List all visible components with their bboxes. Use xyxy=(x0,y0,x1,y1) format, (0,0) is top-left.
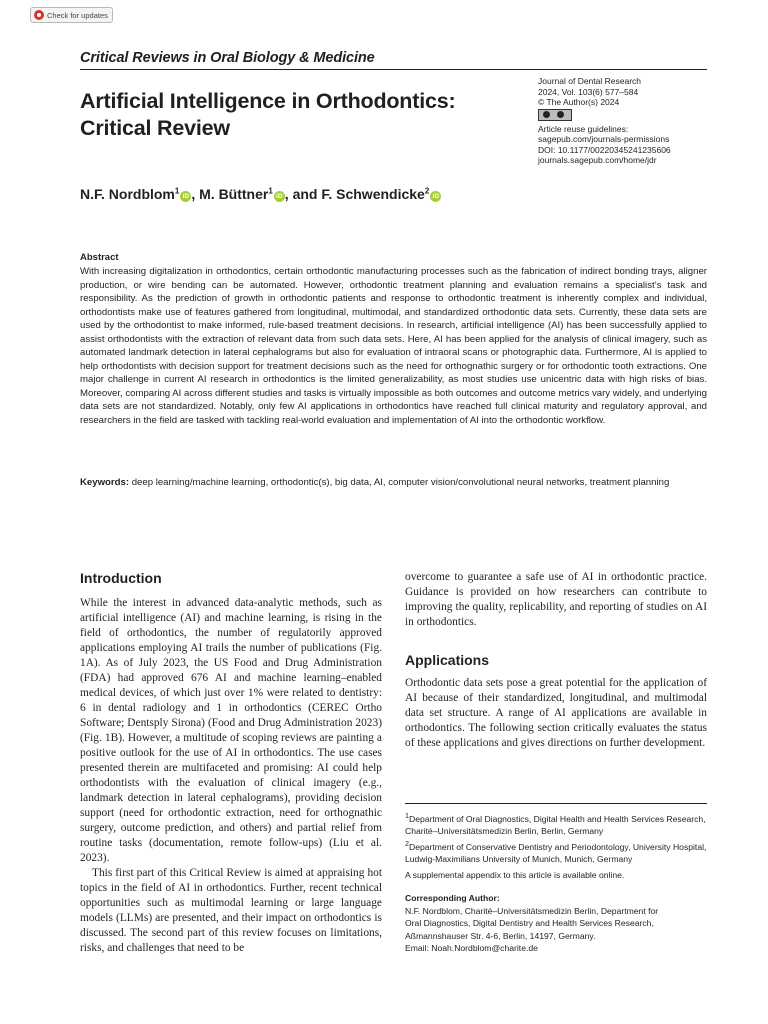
reuse-link[interactable]: sagepub.com/journals-permissions xyxy=(538,134,670,144)
applications-heading: Applications xyxy=(405,652,490,668)
corresponding-heading: Corresponding Author: xyxy=(405,893,500,903)
check-for-updates-label: Check for updates xyxy=(47,10,108,20)
author-2-affiliation: 1 xyxy=(268,186,273,196)
introduction-body xyxy=(80,596,382,956)
journal-section-name: Critical Reviews in Oral Biology & Medicine xyxy=(80,50,375,66)
orcid-icon[interactable]: iD xyxy=(180,191,191,202)
footnote-rule xyxy=(405,803,707,804)
affiliations xyxy=(405,810,707,866)
abstract-heading: Abstract xyxy=(80,252,119,263)
corresponding-email[interactable]: Email: Noah.Nordblom@charite.de xyxy=(405,943,538,953)
keywords xyxy=(80,476,707,490)
author-1: N.F. Nordblom xyxy=(80,186,175,202)
introduction-continued xyxy=(405,570,707,630)
cc-dot-icon xyxy=(543,111,550,118)
introduction-heading: Introduction xyxy=(80,570,162,586)
journal-title: Journal of Dental Research xyxy=(538,76,642,86)
corresponding-line-3: Aßmannshauser Str. 4-6, Berlin, 14197, Germany. xyxy=(405,930,596,941)
cc-by-nc-icon xyxy=(538,109,572,121)
orcid-icon[interactable]: iD xyxy=(430,191,441,202)
keywords-text: deep learning/machine learning, orthodontic(s), big data, AI, computer vision/convolutional neural networks, treatment planning xyxy=(129,477,670,488)
article-metadata xyxy=(538,76,728,166)
author-list xyxy=(80,186,441,202)
check-updates-icon xyxy=(34,10,44,20)
copyright: © The Author(s) 2024 xyxy=(538,97,620,107)
applications-body xyxy=(405,676,707,751)
author-3: , and F. Schwendicke xyxy=(284,186,425,202)
corresponding-line-1: N.F. Nordblom, Charité–Universitätsmedizin Berlin, Department for xyxy=(405,905,659,916)
keywords-label: Keywords: xyxy=(80,477,130,488)
header-rule xyxy=(80,69,707,70)
introduction-paragraph-3: overcome to guarantee a safe use of AI in orthodontic practice. Guidance is provided on how researchers can contribute to improving the quality, replicability, and reporting of studies on AI in orthodontics. xyxy=(405,571,707,628)
applications-paragraph-1: Orthodontic data sets pose a great potential for the application of AI because of their standardized, longitudinal, and multimodal data set structure. A range of AI applications are available in orthodontics. The following section critically evaluates the status of these applications and gives directions on further development. xyxy=(405,677,707,749)
title-line-2: Critical Review xyxy=(80,116,230,140)
affiliation-1: $^1$Department of Oral Diagnostics, Digital Health and Health Services Research, Charité–Universitätsmedizin Berlin, Berlin, Germany xyxy=(405,812,706,837)
supplement-note: A supplemental appendix to this article is available online. xyxy=(405,870,625,880)
corresponding-author xyxy=(405,892,707,955)
author-2: , M. Büttner xyxy=(191,186,269,202)
article-title xyxy=(80,88,520,142)
volume-info: 2024, Vol. 103(6) 577–584 xyxy=(538,86,639,97)
affiliation-2: $^2$Department of Conservative Dentistry and Periodontology, University Hospital, Ludwig-Maximilians University of Munich, Munich, Germany xyxy=(405,839,707,865)
introduction-paragraph-2: This first part of this Critical Review is aimed at appraising hot topics in the field of AI in orthodontics. Further, recent technical opportunities such as multimodal learning or large language models (LLMs) are presented, and their impact on orthodontics is discussed. The second part of this review focuses on limitations, risks, and challenges that need to be xyxy=(80,867,382,954)
orcid-icon[interactable]: iD xyxy=(274,191,285,202)
check-for-updates-button[interactable] xyxy=(30,7,113,23)
author-1-affiliation: 1 xyxy=(174,186,180,196)
reuse-label: Article reuse guidelines: xyxy=(538,123,629,134)
journal-home-link[interactable]: journals.sagepub.com/home/jdr xyxy=(538,155,657,165)
corresponding-line-2: Oral Diagnostics, Digital Dentistry and Health Services Research, xyxy=(405,918,654,928)
abstract-text: With increasing digitalization in orthodontics, certain orthodontic manufacturing processes such as the fabrication of indirect bonding trays, aligner production, or wire bending can be automated. However, orthodontic treatment planning and evaluation remains a specialist’s task and responsibility. As the prediction of growth in orthodontic patients and response to orthodontic treatment is inherently complex and individual, orthodontists make use of features gathered from longitudinal, multimodal, and standardized orthodontic data sets. Currently, these data sets are used by the orthodontist to make informed, rule-based treatment decisions. In research, artificial intelligence (AI) has been successfully applied to assist orthodontists with the extraction of relevant data from such data sets. Here, AI has been applied for the analysis of clinical imagery, such as automated landmark detection in lateral cephalograms but also for evaluation of intraoral scans or photographic data. Furthermore, AI is applied to help orthodontists with decision support for treatment decisions such as the need for orthognathic surgery or for orthodontic tooth extractions. One major challenge in current AI research in orthodontics is the limited generalizability, as most studies use unicentric data with high risks of bias. Moreover, comparing AI across different studies and tasks is virtually impossible as both outcomes and outcome metrics vary widely, and underlying data sets are not standardized. Notably, only few AI applications in orthodontics have reached full clinical maturity and regulatory approval, and researchers in the field are tasked with tackling real-world evaluation and implementation of AI into the orthodontic workflow. xyxy=(80,266,707,426)
title-line-1: Artificial Intelligence in Orthodontics: xyxy=(80,89,456,113)
introduction-paragraph-1: While the interest in advanced data-analytic methods, such as artificial intelligence (AI) and machine learning, is rising in the field of orthodontics, the number of regulatorily approved applications employing AI trails the number of publications (Fig. 1A). As of July 2023, the US Food and Drug Administration (FDA) had approved 676 AI and machine learning–enabled medical devices, of which just over 1% were related to dentistry: 6 in dental radiology and 1 in orthodontics (CEREC Ortho Software; Dentsply Sirona) (Food and Drug Administration 2023) (Fig. 1B). However, a multitude of scoping reviews are painting a positive outlook for the use of AI in orthodontics. The use cases presented therein are multifaceted and promising: AI could help orthodontists with the evaluation of clinical imagery (e.g., landmark detection in lateral cephalograms), providing decision support (need for orthodontic extraction, need for orthognathic surgery, outcome prediction, and others) and partial relief from routine tasks (documentation, remote follow-ups) (Liu et al. 2023). xyxy=(80,597,382,864)
author-3-affiliation: 2 xyxy=(424,186,430,196)
by-dot-icon xyxy=(557,111,564,118)
doi[interactable]: DOI: 10.1177/00220345241235606 xyxy=(538,144,671,155)
